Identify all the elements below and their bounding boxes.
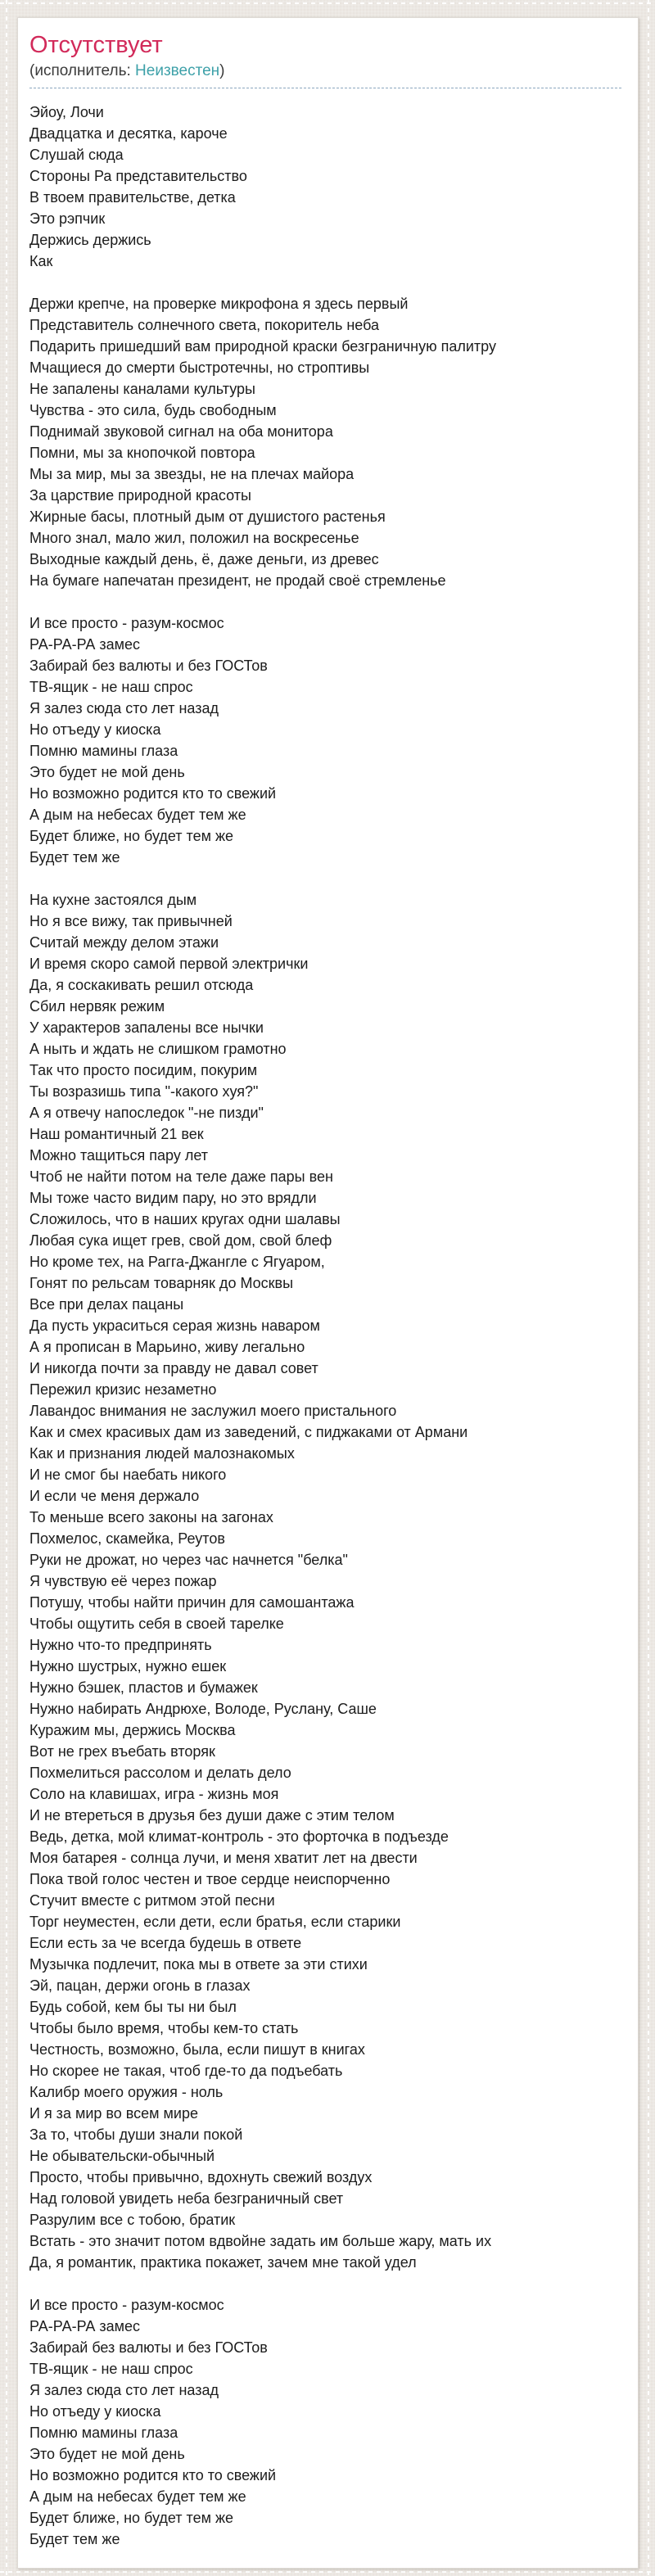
lyric-blank-line [29, 868, 621, 889]
lyric-line: Но отъеду у киоска [29, 2403, 161, 2420]
lyric-line: И я за мир во всем мире [29, 2105, 198, 2122]
lyric-line: Чтоб не найти потом на теле даже пары вен [29, 1168, 333, 1185]
lyric-line: Мы за мир, мы за звезды, не на плечах майора [29, 466, 355, 482]
lyric-line: РА-РА-РА замес [29, 636, 141, 653]
lyric-line: На бумаге напечатан президент, не продай своё стремленье [29, 572, 446, 589]
lyric-line: Помню мамины глаза [29, 743, 178, 759]
lyric-line: Гонят по рельсам товарняк до Москвы [29, 1275, 294, 1291]
lyric-line: Но отъеду у киоска [29, 721, 161, 738]
lyric-line: На кухне застоялся дым [29, 892, 197, 908]
lyric-line: Помни, мы за кнопочкой повтора [29, 445, 255, 461]
lyric-line: Подарить пришедший вам природной краски безграничную палитру [29, 338, 496, 355]
lyric-line: Калибр моего оружия - ноль [29, 2084, 224, 2100]
lyric-line: Будет тем же [29, 2531, 120, 2547]
lyric-line: Куражим мы, держись Москва [29, 1722, 236, 1738]
lyric-line: Мчащиеся до смерти быстротечны, но строптивы [29, 359, 370, 376]
lyric-line: Это будет не мой день [29, 2446, 185, 2462]
lyrics-text [29, 102, 621, 2550]
lyric-line: Но возможно родится кто то свежий [29, 2467, 277, 2483]
lyric-line: Честность, возможно, была, если пишут в книгах [29, 2041, 365, 2058]
lyric-line: Как и признания людей малознакомых [29, 1445, 295, 1462]
lyrics-panel [17, 17, 639, 2569]
lyric-line: Эй, пацан, держи огонь в глазах [29, 1977, 251, 1994]
lyric-line: Я залез сюда сто лет назад [29, 2382, 219, 2398]
lyric-line: Будет ближе, но будет тем же [29, 2510, 234, 2526]
lyric-line: Забирай без валюты и без ГОСТов [29, 2339, 268, 2356]
lyric-line: Мы тоже часто видим пару, но это врядли [29, 1190, 317, 1206]
artist-label-suffix: ) [219, 62, 225, 79]
lyric-line: Забирай без валюты и без ГОСТов [29, 658, 268, 674]
lyric-line: Разрулим все с тобою, братик [29, 2212, 236, 2228]
lyric-line: Будь собой, кем бы ты ни был [29, 1999, 237, 2015]
lyric-line: Музычка подлечит, пока мы в ответе за эти стихи [29, 1956, 368, 1973]
lyric-line: Да пусть украситься серая жизнь наваром [29, 1317, 320, 1334]
artist-link[interactable]: Неизвестен [135, 62, 220, 79]
lyric-line: То меньше всего законы на загонах [29, 1509, 273, 1525]
lyric-line: А ныть и ждать не слишком грамотно [29, 1041, 287, 1057]
lyric-line: Наш романтичный 21 век [29, 1126, 204, 1142]
lyric-line: Просто, чтобы привычно, вдохнуть свежий воздух [29, 2169, 373, 2185]
stitch-decoration-left [6, 0, 7, 2576]
lyric-line: Держись держись [29, 232, 151, 248]
lyric-line: Чтобы ощутить себя в своей тарелке [29, 1616, 284, 1632]
lyric-line: Любая сука ищет грев, свой дом, свой блеф [29, 1232, 332, 1249]
artist-line [29, 61, 621, 88]
lyric-line: Если есть за че всегда будешь в ответе [29, 1935, 302, 1951]
lyric-line: Можно тащиться пару лет [29, 1147, 209, 1164]
lyric-line: И все просто - разум-космос [29, 2297, 224, 2313]
lyric-blank-line [29, 2273, 621, 2294]
lyric-line: Помню мамины глаза [29, 2425, 178, 2441]
lyric-line: Считай между делом этажи [29, 934, 219, 951]
lyric-line: Жирные басы, плотный дым от душистого растенья [29, 508, 386, 525]
song-header [29, 31, 621, 88]
lyric-line: Будет ближе, но будет тем же [29, 828, 234, 844]
lyric-line: Стучит вместе с ритмом этой песни [29, 1892, 275, 1909]
lyric-line: Я чувствую её через пожар [29, 1573, 217, 1589]
lyric-line: Двадцатка и десятка, кароче [29, 125, 228, 142]
lyric-line: Все при делах пацаны [29, 1296, 184, 1313]
lyric-line: Но кроме тех, на Рагга-Джангле с Ягуаром, [29, 1254, 325, 1270]
lyric-line: И не втереться в друзья без души даже с этим телом [29, 1807, 395, 1824]
lyric-line: Представитель солнечного света, покоритель неба [29, 317, 379, 333]
lyric-line: Не обывательски-обычный [29, 2148, 215, 2164]
lyric-line: Да, я соскакивать решил отсюда [29, 977, 254, 993]
lyric-line: Нужно шустрых, нужно ешек [29, 1658, 227, 1674]
lyric-line: Но возможно родится кто то свежий [29, 785, 277, 802]
lyric-line: ТВ-ящик - не наш спрос [29, 2361, 193, 2377]
lyric-line: Поднимай звуковой сигнал на оба монитора [29, 423, 333, 440]
stitch-decoration-bottom [0, 2571, 655, 2573]
lyric-line: У характеров запалены все нычки [29, 1019, 264, 1036]
lyric-line: Руки не дрожат, но через час начнется "белка" [29, 1552, 348, 1568]
lyric-line: Над головой увидеть неба безграничный свет [29, 2190, 344, 2207]
lyric-line: Стороны Ра представительство [29, 168, 247, 184]
lyric-line: И если че меня держало [29, 1488, 200, 1504]
lyric-line: А дым на небесах будет тем же [29, 2488, 246, 2505]
lyric-line: Моя батарея - солнца лучи, и меня хватит лет на двести [29, 1850, 418, 1866]
lyric-line: Эйоу, Лочи [29, 104, 104, 120]
lyric-line: РА-РА-РА замес [29, 2318, 141, 2334]
artist-label-prefix: (исполнитель: [29, 62, 136, 79]
lyric-line: Сбил нервяк режим [29, 998, 165, 1015]
lyric-line: А я отвечу напоследок "-не пизди" [29, 1105, 264, 1121]
lyric-line: ТВ-ящик - не наш спрос [29, 679, 193, 695]
lyric-blank-line [29, 272, 621, 293]
stitch-decoration-top [0, 2, 655, 4]
lyric-line: Соло на клавишах, игра - жизнь моя [29, 1786, 279, 1802]
lyric-line: Слушай сюда [29, 147, 124, 163]
lyric-blank-line [29, 591, 621, 612]
lyric-line: Выходные каждый день, ё, даже деньги, из древес [29, 551, 379, 567]
lyric-line: Будет тем же [29, 849, 120, 865]
lyric-line: Но я все вижу, так привычней [29, 913, 233, 929]
lyric-line: Похмелиться рассолом и делать дело [29, 1765, 291, 1781]
lyric-line: Похмелос, скамейка, Реутов [29, 1530, 225, 1547]
lyric-line: Так что просто посидим, покурим [29, 1062, 258, 1078]
lyric-line: Чувства - это сила, будь свободным [29, 402, 277, 418]
stitch-decoration-right [648, 0, 649, 2576]
lyric-line: В твоем правительстве, детка [29, 189, 236, 206]
lyric-line: Вот не грех въебать вторяк [29, 1743, 215, 1760]
lyric-line: Как и смех красивых дам из заведений, с пиджаками от Армани [29, 1424, 468, 1440]
lyric-line: И никогда почти за правду не давал совет [29, 1360, 318, 1376]
lyric-line: Торг неуместен, если дети, если братья, если старики [29, 1914, 401, 1930]
lyric-line: Нужно бэшек, пластов и бумажек [29, 1679, 258, 1696]
lyric-line: И время скоро самой первой электрички [29, 956, 309, 972]
lyric-line: Ты возразишь типа "-какого хуя?" [29, 1083, 259, 1100]
lyric-line: Встать - это значит потом вдвойне задать им больше жару, мать их [29, 2233, 492, 2249]
lyric-line: Я залез сюда сто лет назад [29, 700, 219, 716]
lyric-line: Много знал, мало жил, положил на воскресенье [29, 530, 359, 546]
lyric-line: И все просто - разум-космос [29, 615, 224, 631]
lyric-line: Это рэпчик [29, 210, 106, 227]
lyric-line: Чтобы было время, чтобы кем-то стать [29, 2020, 299, 2036]
lyric-line: Нужно набирать Андрюхе, Володе, Руслану, Саше [29, 1701, 377, 1717]
lyric-line: Пока твой голос честен и твое сердце неиспорченно [29, 1871, 391, 1887]
lyric-line: Не запалены каналами культуры [29, 381, 255, 397]
lyric-line: Держи крепче, на проверке микрофона я здесь первый [29, 296, 409, 312]
lyric-line: Ведь, детка, мой климат-контроль - это форточка в подъезде [29, 1828, 449, 1845]
page-title: Отсутствует [29, 32, 163, 58]
lyric-line: Сложилось, что в наших кругах одни шалавы [29, 1211, 341, 1227]
lyric-line: Потушу, чтобы найти причин для самошантажа [29, 1594, 355, 1611]
lyric-line: Это будет не мой день [29, 764, 185, 780]
lyric-line: А дым на небесах будет тем же [29, 807, 246, 823]
lyric-line: Нужно что-то предпринять [29, 1637, 212, 1653]
lyric-line: За то, чтобы души знали покой [29, 2126, 243, 2143]
lyric-line: А я прописан в Марьино, живу легально [29, 1339, 305, 1355]
lyric-line: Но скорее не такая, чтоб где-то да подъебать [29, 2063, 343, 2079]
lyric-line: Пережил кризис незаметно [29, 1381, 217, 1398]
lyric-line: За царствие природной красоты [29, 487, 251, 504]
lyric-line: И не смог бы наебать никого [29, 1467, 227, 1483]
lyric-line: Да, я романтик, практика покажет, зачем мне такой удел [29, 2254, 417, 2271]
lyric-line: Как [29, 253, 53, 269]
lyric-line: Лавандос внимания не заслужил моего пристального [29, 1403, 397, 1419]
